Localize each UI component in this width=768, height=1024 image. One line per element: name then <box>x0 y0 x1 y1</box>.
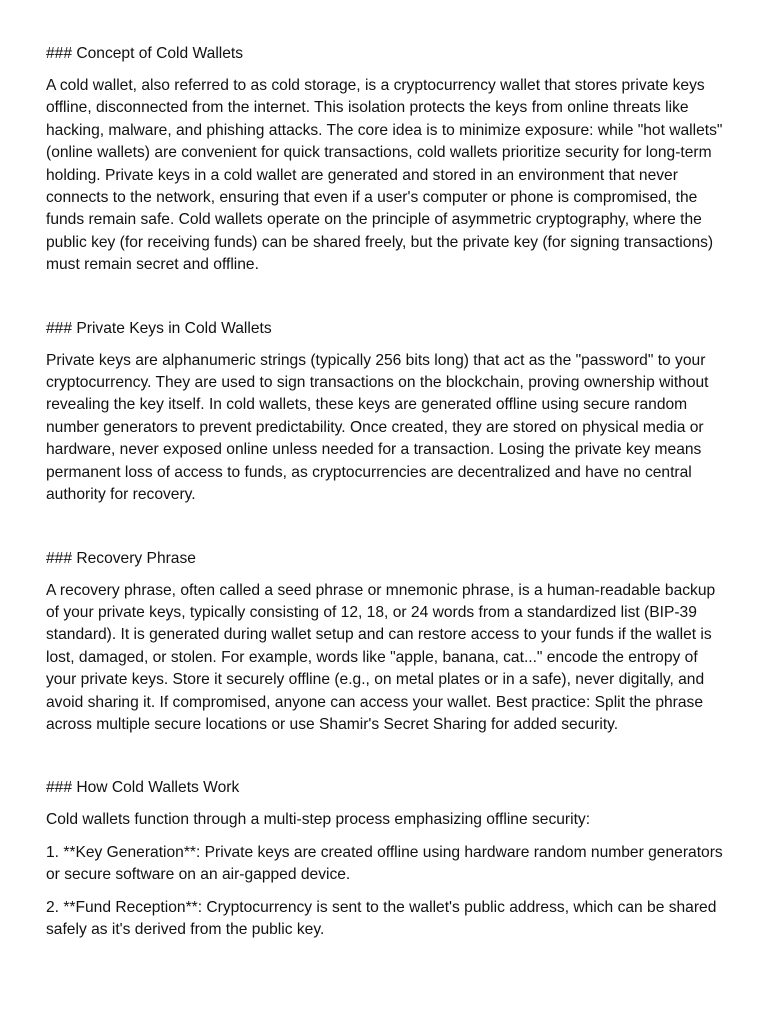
section-spacer <box>46 287 726 318</box>
document-page <box>46 43 726 951</box>
list-item-fund-reception: 2. **Fund Reception**: Cryptocurrency is sent to the wallet's public address, which can be shared safely as it's derived from the public key. <box>46 898 717 938</box>
section-spacer <box>46 517 726 548</box>
section-concept-of-cold-wallets <box>46 43 726 277</box>
section-recovery-phrase <box>46 548 726 737</box>
section-heading: ### Recovery Phrase <box>46 549 196 567</box>
section-heading: ### How Cold Wallets Work <box>46 779 240 797</box>
section-how-cold-wallets-work <box>46 777 726 941</box>
section-heading: ### Private Keys in Cold Wallets <box>46 319 272 337</box>
section-paragraph: Private keys are alphanumeric strings (typically 256 bits long) that act as the "password" to your cryptocurrency. They are used to sign transactions on the blockchain, proving ownership without revealing the key itself. In cold wallets, these keys are generated offline using secure random number generators to prevent predictability. Once created, they are stored on physical media or hardware, never exposed online unless needed for a transaction. Losing the private key means permanent loss of access to funds, as cryptocurrencies are decentralized and have no central authority for recovery. <box>46 351 709 504</box>
section-spacer <box>46 746 726 777</box>
section-paragraph: Cold wallets function through a multi-step process emphasizing offline security: <box>46 811 591 829</box>
section-heading: ### Concept of Cold Wallets <box>46 45 244 62</box>
section-private-keys <box>46 318 726 507</box>
section-paragraph: A cold wallet, also referred to as cold storage, is a cryptocurrency wallet that stores private keys offline, disconnected from the internet. This isolation protects the keys from online threats like hacking, malware, and phishing attacks. The core idea is to minimize exposure: while "hot wallets" (online wallets) are convenient for quick transactions, cold wallets prioritize security for long-term holding. Private keys in a cold wallet are generated and stored in an environment that never connects to the network, ensuring that even if a user's computer or phone is compromised, the funds remain safe. Cold wallets operate on the principle of asymmetric cryptography, where the public key (for receiving funds) can be shared freely, but the private key (for signing transactions) must remain secret and offline. <box>46 77 723 274</box>
list-item-key-generation: 1. **Key Generation**: Private keys are created offline using hardware random number generators or secure software on an air-gapped device. <box>46 843 723 884</box>
section-paragraph: A recovery phrase, often called a seed phrase or mnemonic phrase, is a human-readable backup of your private keys, typically consisting of 12, 18, or 24 words from a standardized list (BIP-39 standard). It is generated during wallet setup and can restore access to your funds if the wallet is lost, damaged, or stolen. For example, words like "apple, banana, cat..." encode the entropy of your private keys. Store it securely offline (e.g., on metal plates or in a safe), never digitally, and avoid sharing it. If compromised, anyone can access your wallet. Best practice: Split the phrase across multiple secure locations or use Shamir's Secret Sharing for added security. <box>46 581 716 733</box>
